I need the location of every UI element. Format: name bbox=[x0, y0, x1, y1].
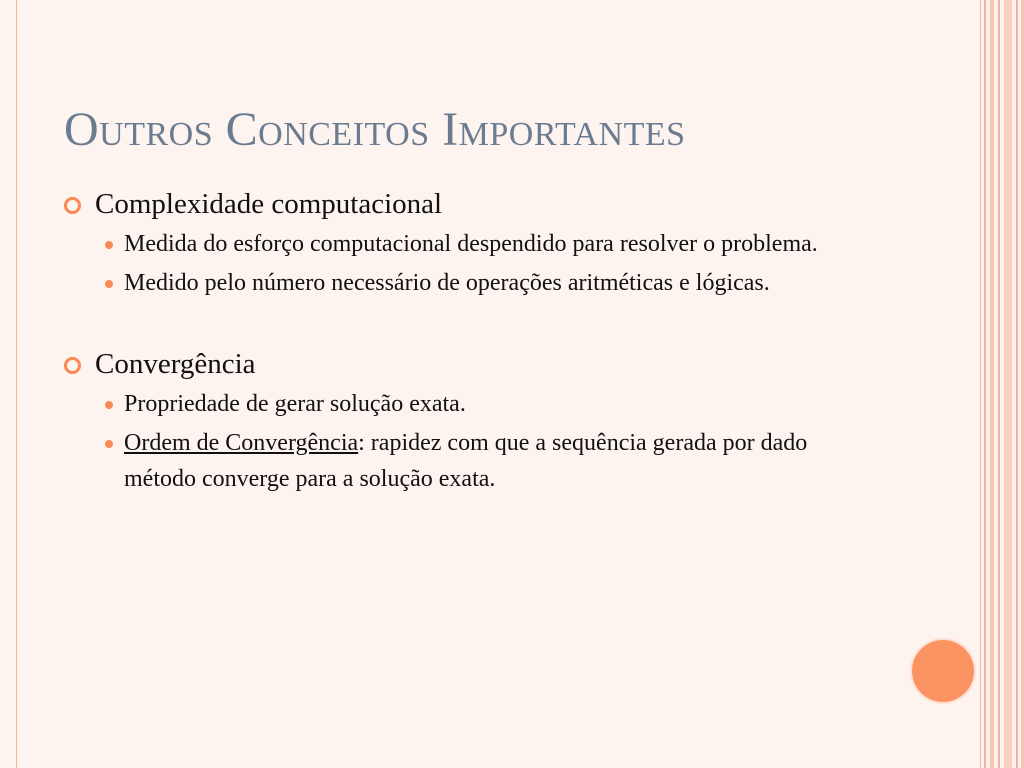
ring-bullet-icon bbox=[64, 357, 81, 374]
sub-bullet bbox=[104, 386, 912, 422]
term-definition: : rapidez com que a sequência gerada por dado método converge para a solução exata. bbox=[124, 430, 808, 492]
dot-bullet-icon bbox=[105, 401, 113, 409]
dot-bullet-icon bbox=[105, 440, 113, 448]
stripe bbox=[990, 0, 994, 768]
sub-bullet-text: Medido pelo número necessário de operações aritméticas e lógicas. bbox=[124, 270, 770, 296]
sub-bullet-list bbox=[62, 226, 912, 301]
orange-circle-decoration bbox=[912, 640, 974, 702]
sub-bullet-text bbox=[124, 425, 884, 497]
spacer bbox=[62, 304, 912, 346]
dot-bullet-icon bbox=[105, 241, 113, 249]
sub-bullet bbox=[104, 226, 912, 262]
ring-bullet-icon bbox=[64, 197, 81, 214]
stripe bbox=[1016, 0, 1018, 768]
dot-bullet-icon bbox=[105, 280, 113, 288]
decorative-stripes bbox=[980, 0, 1024, 768]
stripe bbox=[998, 0, 1000, 768]
sub-bullet-text: Propriedade de gerar solução exata. bbox=[124, 391, 466, 417]
section-heading-complexity bbox=[62, 186, 912, 222]
stripe bbox=[1004, 0, 1012, 768]
section-heading-text: Convergência bbox=[95, 348, 256, 380]
section-heading-convergence bbox=[62, 346, 912, 382]
slide-content bbox=[62, 186, 912, 500]
section-heading-text: Complexidade computacional bbox=[95, 188, 443, 220]
slide-title: Outros Conceitos Importantes bbox=[64, 103, 686, 156]
sub-bullet-list bbox=[62, 386, 912, 497]
sub-bullet bbox=[104, 425, 912, 497]
stripe bbox=[984, 0, 986, 768]
underlined-term: Ordem de Convergência bbox=[124, 430, 359, 456]
sub-bullet-text: Medida do esforço computacional despendido para resolver o problema. bbox=[124, 231, 818, 257]
sub-bullet bbox=[104, 265, 912, 301]
